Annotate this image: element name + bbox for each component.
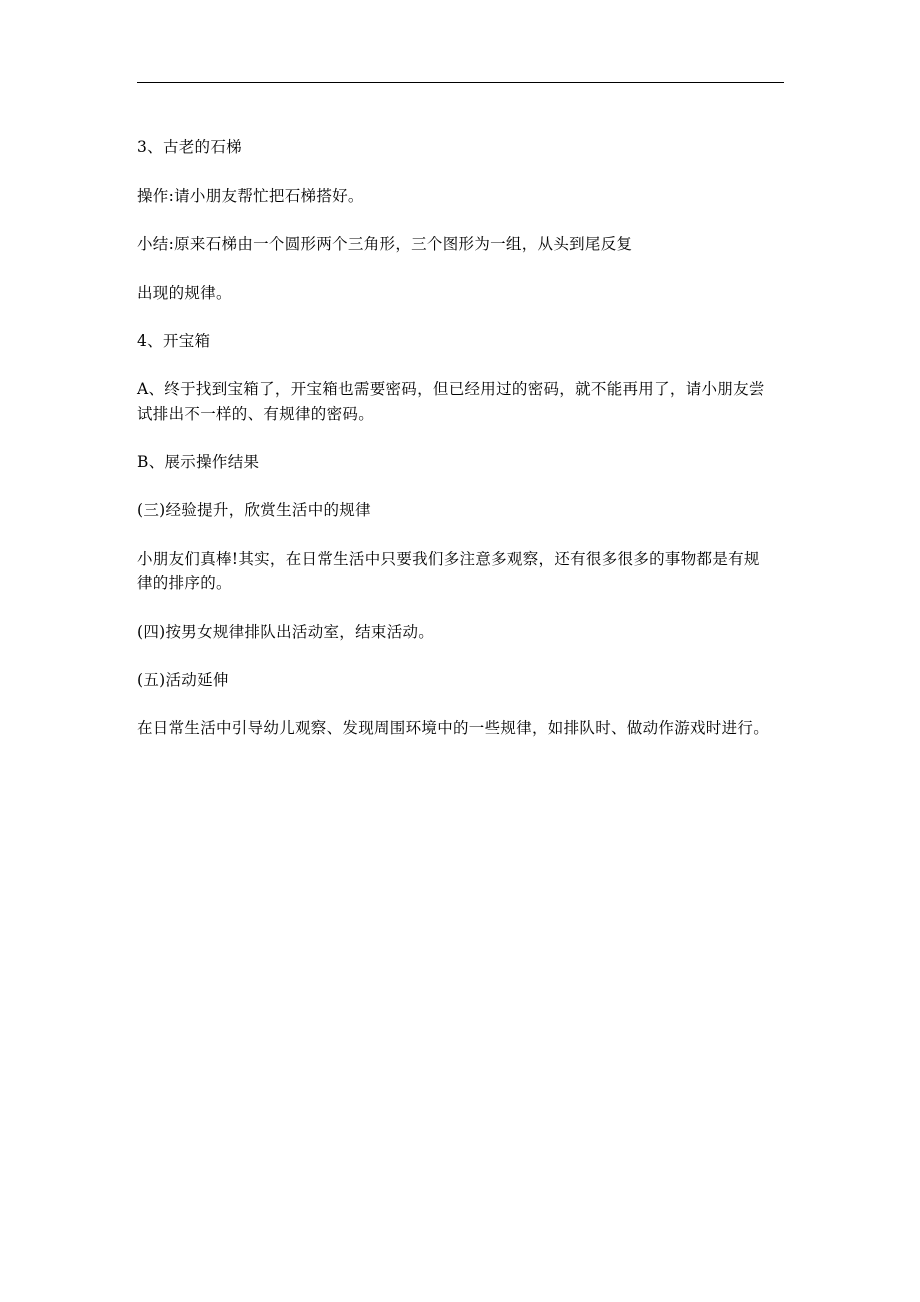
paragraph-praise-line-1: 小朋友们真棒!其实，在日常生活中只要我们多注意多观察，还有很多很多的事物都是有规: [137, 550, 760, 568]
section-heading-experience: (三)经验提升，欣赏生活中的规律: [137, 501, 371, 519]
section-heading-extension: (五)活动延伸: [137, 671, 229, 689]
section-heading-treasure-box: 4、开宝箱: [137, 332, 211, 350]
paragraph-summary-line-2: 出现的规律。: [137, 284, 232, 302]
paragraph-summary-line-1: 小结:原来石梯由一个圆形两个三角形，三个图形为一组，从头到尾反复: [137, 235, 633, 253]
header-divider: [137, 82, 784, 83]
paragraph-operation: 操作:请小朋友帮忙把石梯搭好。: [137, 187, 364, 205]
paragraph-extension: 在日常生活中引导幼儿观察、发现周围环境中的一些规律，如排队时、做动作游戏时进行。: [137, 719, 770, 737]
section-heading-stone-ladder: 3、古老的石梯: [137, 138, 242, 156]
section-heading-queue: (四)按男女规律排队出活动室，结束活动。: [137, 623, 435, 641]
paragraph-praise-line-2: 律的排序的。: [137, 574, 232, 592]
paragraph-b: B、展示操作结果: [137, 453, 260, 471]
paragraph-a-line-2: 试排出不一样的、有规律的密码。: [137, 405, 375, 423]
paragraph-a-line-1: A、终于找到宝箱了，开宝箱也需要密码，但已经用过的密码，就不能再用了，请小朋友尝: [137, 380, 765, 398]
